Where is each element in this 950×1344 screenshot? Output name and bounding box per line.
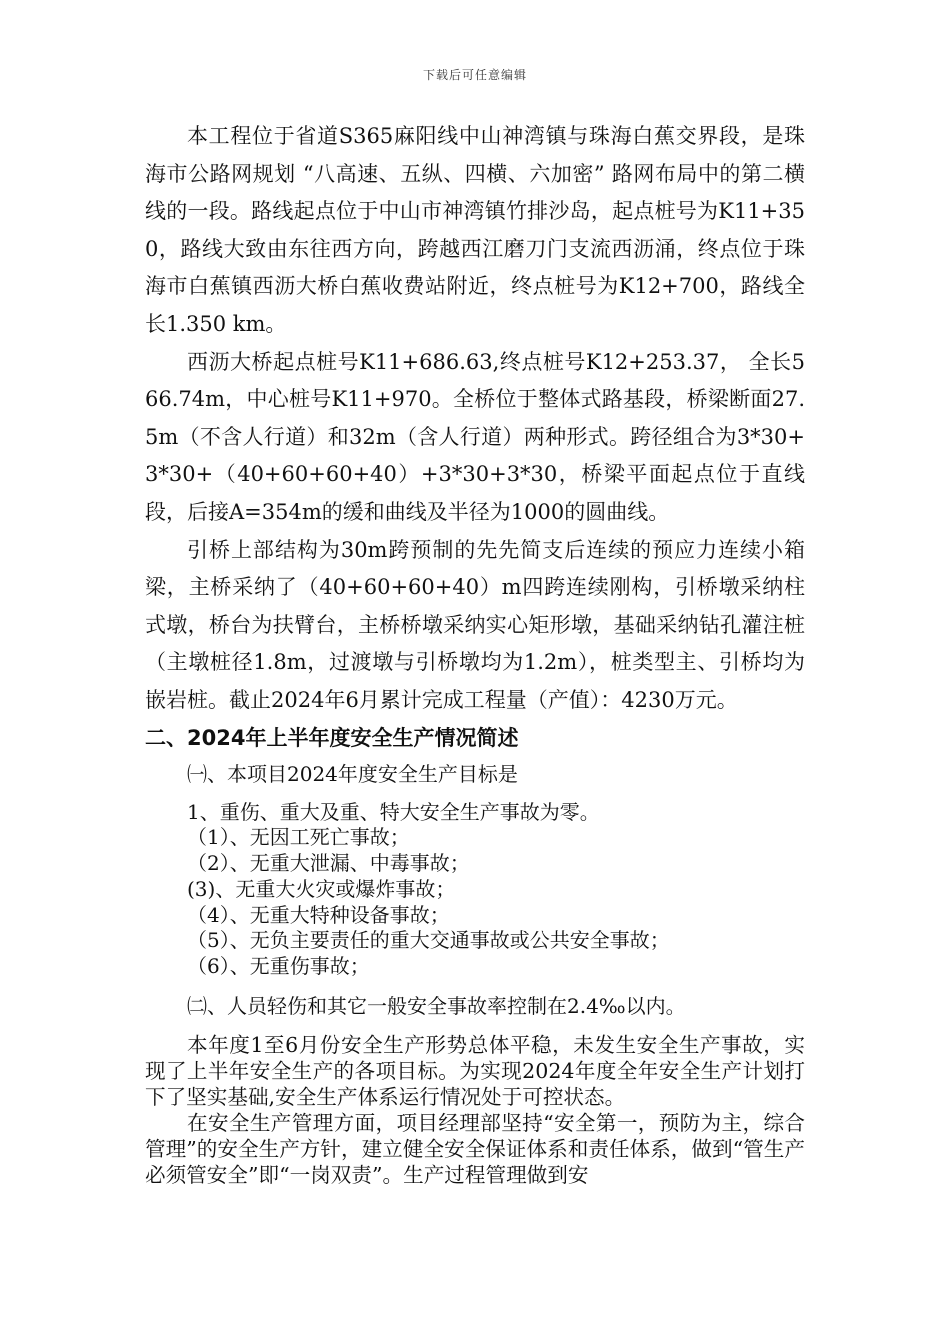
goal-title: 1、重伤、重大及重、特大安全生产事故为零。 bbox=[187, 799, 600, 824]
subsection-goals-title: ㈠、本项目2024年度安全生产目标是 bbox=[187, 761, 518, 786]
goal-item-6: （6）、无重伤事故； bbox=[187, 954, 370, 979]
document-body bbox=[145, 118, 805, 1188]
paragraph-half-year-status: 本年度1至6月份安全生产形势总体平稳，未发生安全生产事故，实现了上半年安全生产的各项目标。为实现2024年度全年安全生产计划打下了坚实基础,安全生产体系运行情况处于可控状态。 bbox=[145, 1033, 805, 1110]
goals-list bbox=[145, 800, 805, 981]
section-heading: 二、2024年上半年度安全生产情况简述 bbox=[145, 725, 519, 750]
paragraph-safety-management: 在安全生产管理方面，项目经理部坚持“安全第一，预防为主，综合管理”的安全生产方针，建立健全安全保证体系和责任体系，做到“管生产必须管安全”即“一岗双责”。生产过程管理做到安 bbox=[145, 1111, 805, 1188]
subsection-injury-rate: ㈡、人员轻伤和其它一般安全事故率控制在2.4‰以内。 bbox=[187, 994, 686, 1019]
paragraph-project-location: 本工程位于省道S365麻阳线中山神湾镇与珠海白蕉交界段，是珠海市公路网规划 “八高速、五纵、四横、六加密” 路网布局中的第二横线的一段。路线起点位于中山市神湾镇竹排沙岛，起点桩号为K11+350，路线大致由东往西方向，跨越西江磨刀门支流西沥涌，终点位于珠海市白蕉镇西沥大桥白蕉收费站附近，终点桩号为K12+700，路线全长1.350 km。 bbox=[145, 124, 805, 336]
paragraph-bridge-overview: 西沥大桥起点桩号K11+686.63,终点桩号K12+253.37， 全长566.74m，中心桩号K11+970。全桥位于整体式路基段，桥梁断面27.5m（不含人行道）和32m（含人行道）两种形式。跨径组合为3*30+3*30+（40+60+60+40）+3*30+3*30，桥梁平面起点位于直线段，后接A=354m的缓和曲线及半径为1000的圆曲线。 bbox=[145, 349, 805, 524]
goal-item-3: (3)、无重大火灾或爆炸事故； bbox=[187, 876, 456, 901]
goal-item-2: （2）、无重大泄漏、中毒事故； bbox=[187, 851, 470, 876]
goal-item-1: （1）、无因工死亡事故； bbox=[187, 825, 410, 850]
goal-item-5: （5）、无负主要责任的重大交通事故或公共安全事故； bbox=[187, 928, 670, 953]
goal-item-4: （4）、无重大特种设备事故； bbox=[187, 902, 450, 927]
paragraph-structure: 引桥上部结构为30m跨预制的先先简支后连续的预应力连续小箱梁，主桥采纳了（40+60+60+40）m四跨连续刚构，引桥墩采纳柱式墩，桥台为扶臂台，主桥桥墩采纳实心矩形墩，基础采纳钻孔灌注桩（主墩桩径1.8m，过渡墩与引桥墩均为1.2m），桩类型主、引桥均为嵌岩桩。截止2024年6月累计完成工程量（产值）：4230万元。 bbox=[145, 537, 805, 712]
page-header: 下载后可任意编辑 bbox=[422, 68, 527, 82]
